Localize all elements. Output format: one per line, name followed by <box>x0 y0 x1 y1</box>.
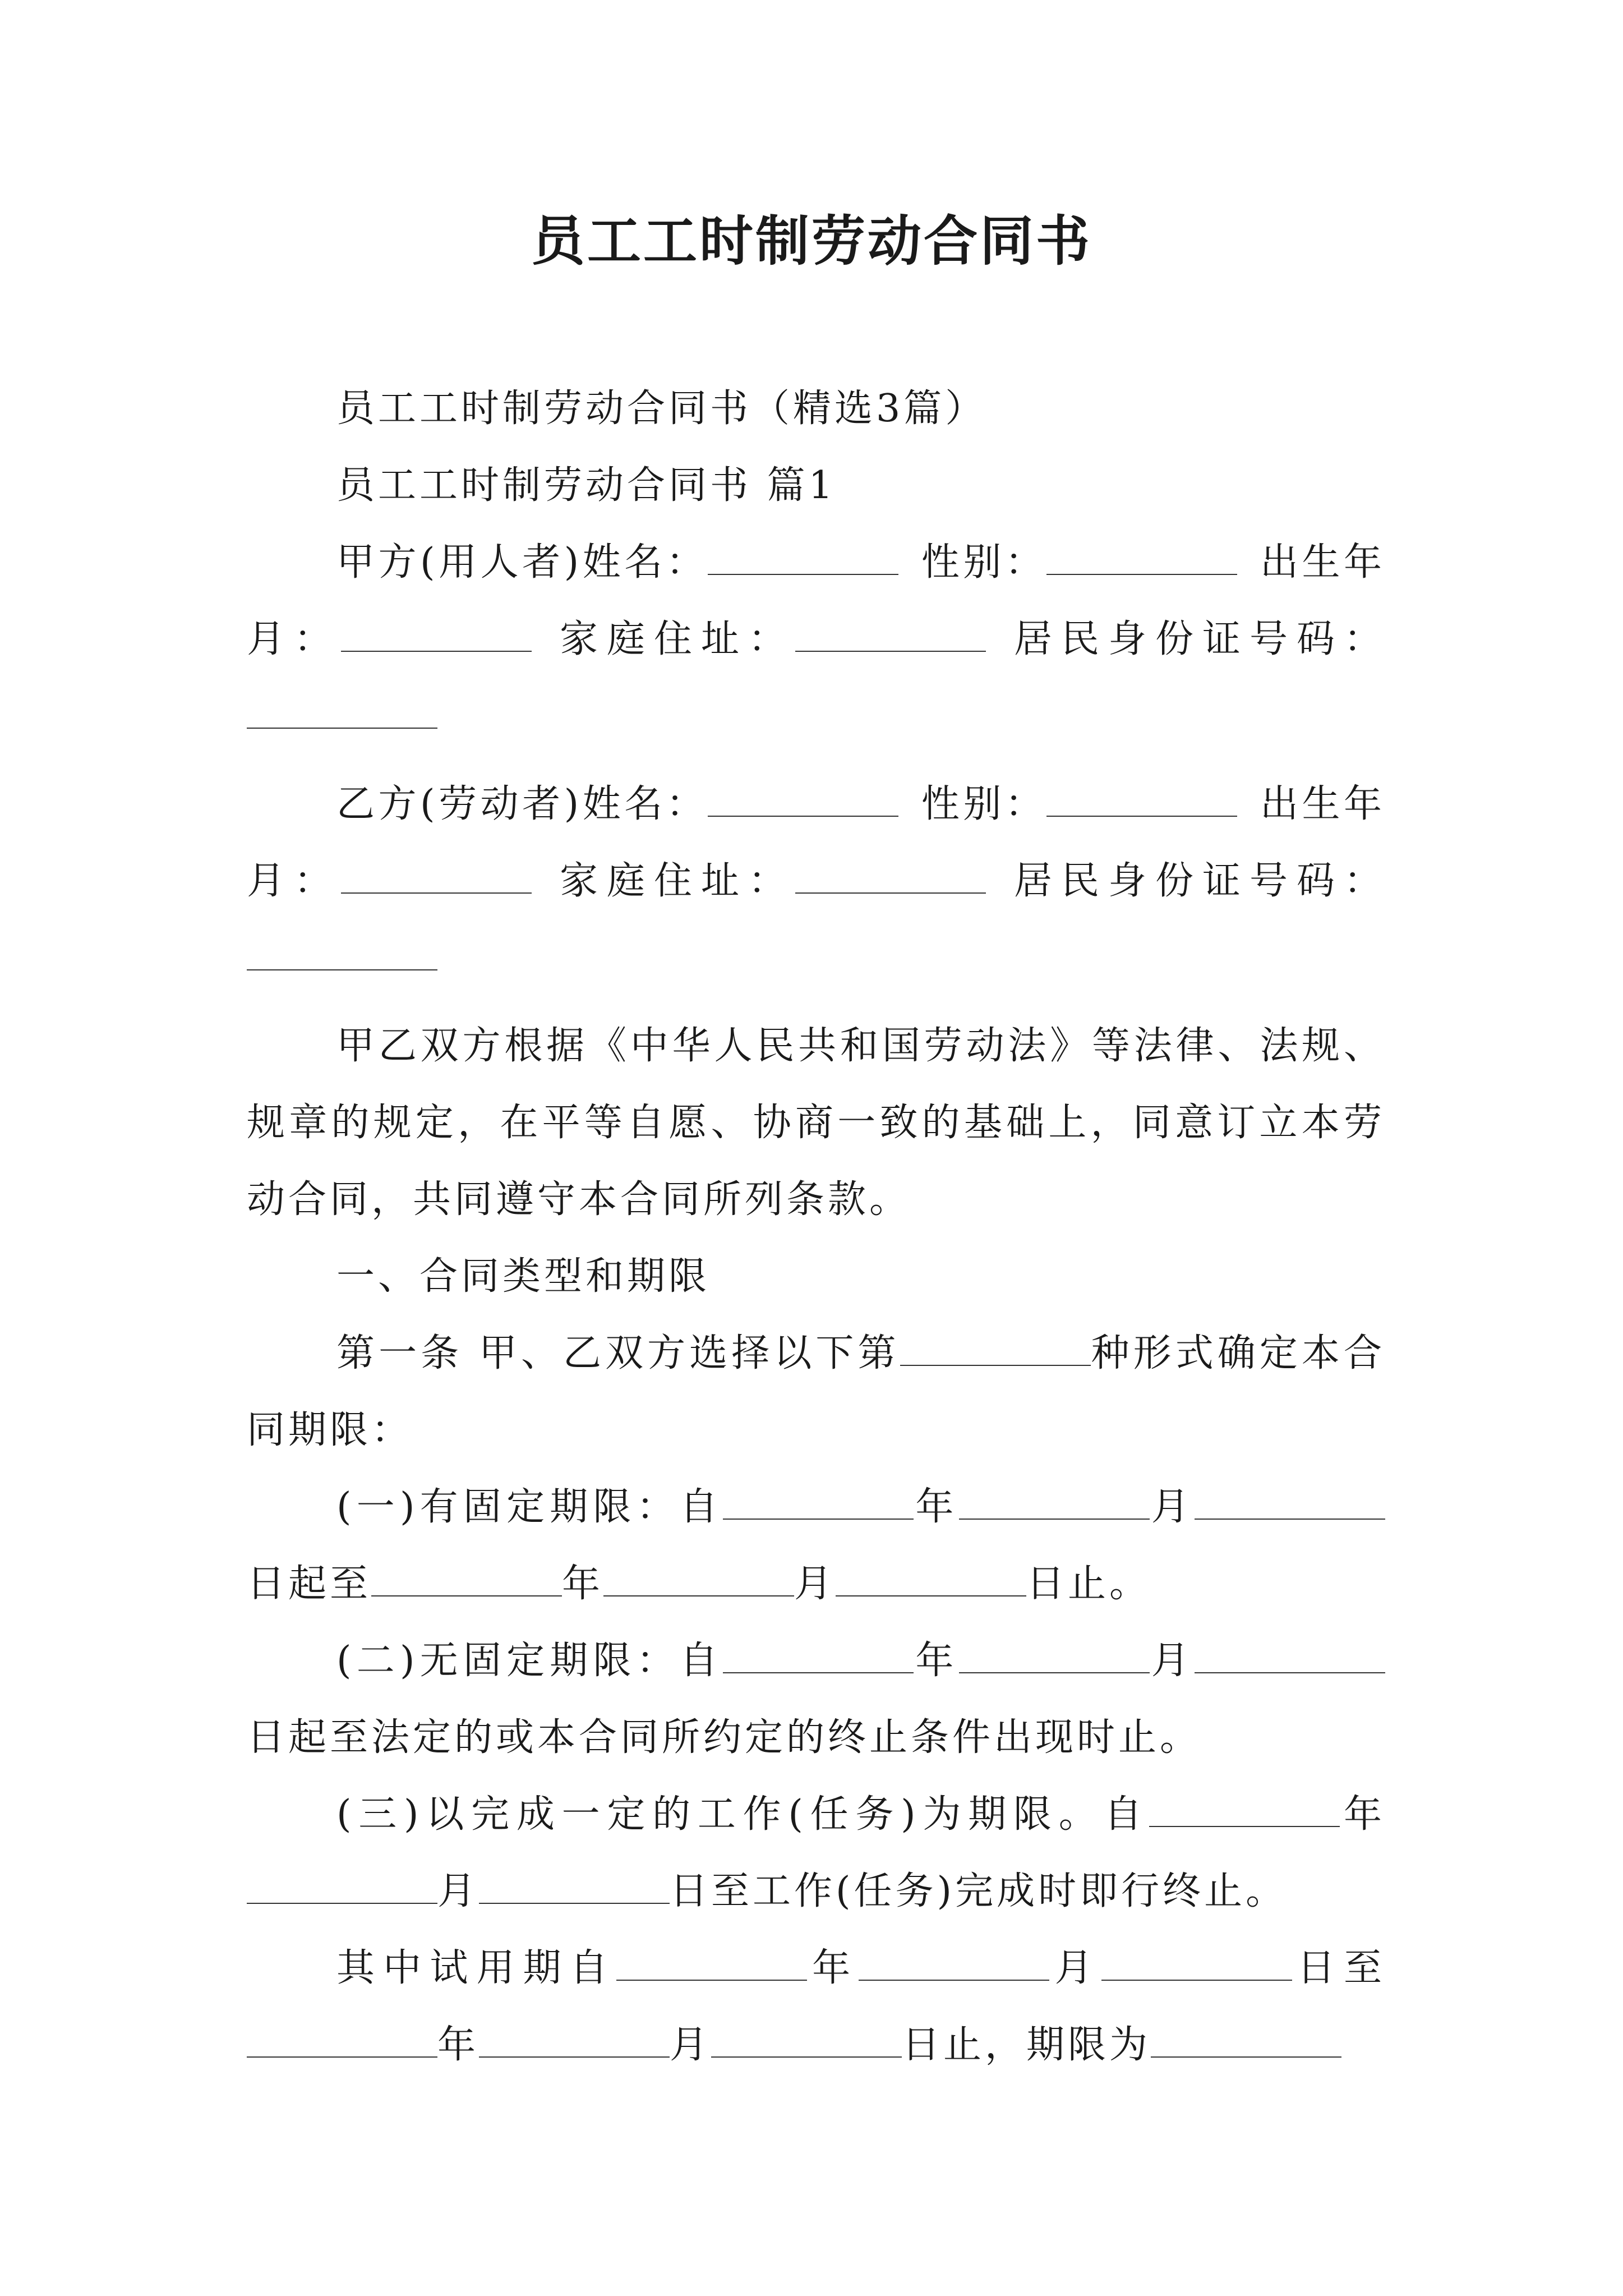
chapter-one-heading: 一、合同类型和期限 <box>336 1254 711 1299</box>
fixed-term-end: 日止。 <box>1026 1562 1151 1606</box>
probation-end: 日止，期限为 <box>902 2023 1151 2067</box>
party-b-birth-label: 出生年月： <box>247 782 1385 903</box>
task-term-end: 日至工作(任务)完成时即行终止。 <box>670 1869 1288 1913</box>
party-b-birth-field[interactable] <box>341 859 532 894</box>
article-one-choice-field[interactable] <box>900 1331 1091 1366</box>
article-one-suffix: 种形式确定本合同期限： <box>247 1331 1385 1452</box>
party-b-address-label: 家庭住址： <box>554 859 795 903</box>
party-a-id-label: 居民身份证号码： <box>1008 617 1385 661</box>
party-a-birth-label: 出生年月： <box>247 540 1385 661</box>
task-term-day-field[interactable] <box>479 1869 670 1904</box>
open-term-month-label: 月 <box>1149 1639 1195 1683</box>
probation-end-month-field[interactable] <box>479 2023 670 2058</box>
party-a-info <box>247 524 1385 754</box>
probation-start-month-field[interactable] <box>859 1946 1049 1981</box>
fixed-term-day-from: 日起至 <box>247 1562 372 1606</box>
probation-end-year-label: 年 <box>437 2023 479 2067</box>
task-term-month-field[interactable] <box>247 1869 437 1904</box>
party-a-address-label: 家庭住址： <box>554 617 795 661</box>
party-b-id-field[interactable] <box>247 936 437 970</box>
probation-start-year-field[interactable] <box>616 1946 807 1981</box>
fixed-term-end-day-field[interactable] <box>836 1562 1026 1596</box>
probation-month-label: 月 <box>1049 1946 1101 1990</box>
fixed-term-start-month-field[interactable] <box>959 1485 1150 1520</box>
party-b-address-field[interactable] <box>795 859 986 894</box>
party-b-id-label: 居民身份证号码： <box>1008 859 1385 903</box>
party-b-name-label: 乙方(劳动者)姓名： <box>336 782 708 826</box>
fixed-term-end-month-field[interactable] <box>603 1562 794 1596</box>
party-a-gender-field[interactable] <box>1046 540 1237 575</box>
party-a-birth-field[interactable] <box>341 617 532 652</box>
party-b-info <box>247 766 1385 996</box>
fixed-term-start-day-field[interactable] <box>1195 1485 1385 1520</box>
fixed-term-clause <box>247 1469 1385 1622</box>
party-b-gender-label: 性别： <box>921 782 1047 826</box>
task-term-clause <box>247 1776 1385 1930</box>
task-term-prefix: (三)以完成一定的工作(任务)为期限。自 <box>336 1792 1150 1837</box>
article-one <box>247 1315 1385 1469</box>
document-title: 员工工时制劳动合同书 <box>531 209 1092 273</box>
party-b-name-field[interactable] <box>708 782 898 817</box>
probation-duration-field[interactable] <box>1151 2023 1341 2058</box>
probation-clause <box>247 1930 1385 2083</box>
task-term-month-label: 月 <box>437 1869 479 1913</box>
subtitle: 员工工时制劳动合同书（精选3篇） <box>336 386 987 431</box>
section-heading: 员工工时制劳动合同书 篇1 <box>336 463 836 508</box>
probation-year-label: 年 <box>806 1946 859 1990</box>
task-term-year-label: 年 <box>1340 1792 1385 1837</box>
fixed-term-end-year-label: 年 <box>562 1562 604 1606</box>
fixed-term-end-year-field[interactable] <box>371 1562 562 1596</box>
fixed-term-prefix: (一)有固定期限：自 <box>336 1485 723 1529</box>
open-term-clause <box>247 1622 1385 1776</box>
open-term-year-label: 年 <box>914 1639 959 1683</box>
document-body <box>247 370 1385 2083</box>
party-a-address-field[interactable] <box>795 617 986 652</box>
open-term-prefix: (二)无固定期限：自 <box>336 1639 723 1683</box>
party-a-name-field[interactable] <box>708 540 898 575</box>
probation-end-year-field[interactable] <box>247 2023 437 2058</box>
intro-paragraph: 甲乙双方根据《中华人民共和国劳动法》等法律、法规、规章的规定，在平等自愿、协商一致的基础上，同意订立本劳动合同，共同遵守本合同所列条款。 <box>247 1024 1385 1222</box>
party-b-gender-field[interactable] <box>1046 782 1237 817</box>
probation-end-month-label: 月 <box>670 2023 712 2067</box>
open-term-year-field[interactable] <box>723 1639 914 1673</box>
open-term-day-field[interactable] <box>1195 1639 1385 1673</box>
open-term-end: 日起至法定的或本合同所约定的终止条件出现时止。 <box>247 1715 1202 1760</box>
task-term-year-field[interactable] <box>1149 1792 1340 1827</box>
open-term-month-field[interactable] <box>959 1639 1150 1673</box>
fixed-term-month-label: 月 <box>1149 1485 1195 1529</box>
party-a-name-label: 甲方(用人者)姓名： <box>336 540 708 585</box>
fixed-term-end-month-label: 月 <box>794 1562 836 1606</box>
party-a-gender-label: 性别： <box>921 540 1047 585</box>
party-a-id-field[interactable] <box>247 694 437 729</box>
probation-day-to: 日至 <box>1292 1946 1385 1990</box>
article-one-prefix: 第一条 甲、乙双方选择以下第 <box>336 1331 900 1375</box>
probation-start-day-field[interactable] <box>1101 1946 1292 1981</box>
probation-end-day-field[interactable] <box>711 2023 902 2058</box>
probation-prefix: 其中试用期自 <box>336 1946 616 1990</box>
fixed-term-start-year-field[interactable] <box>723 1485 914 1520</box>
fixed-term-year-label: 年 <box>914 1485 959 1529</box>
